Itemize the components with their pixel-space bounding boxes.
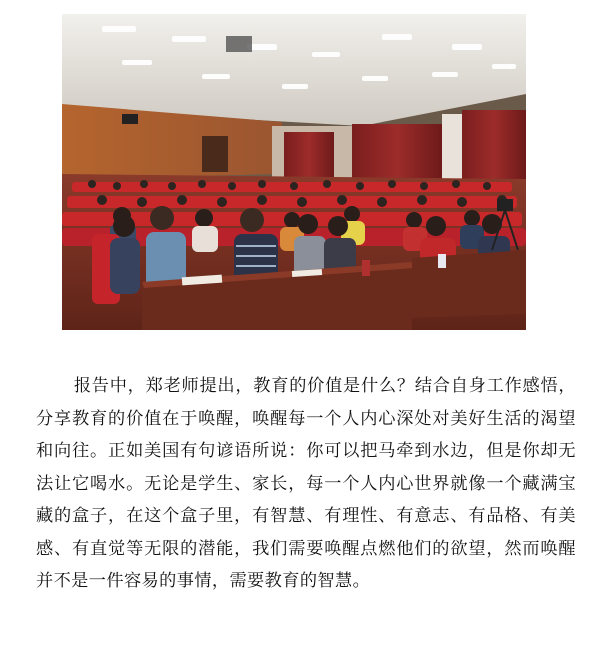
article-paragraph: 报告中，郑老师提出，教育的价值是什么？结合自身工作感悟，分享教育的价值在于唤醒，唤醒每一个人内心深处对美好生活的渴望和向往。正如美国有句谚语所说：你可以把马牵到水边，但是你却无法让它喝水。无论是学生、家长，每一个人内心世界就像一个藏满宝藏的盒子，在这个盒子里，有智慧、有理性、有意志、有品格、有美感、有直觉等无限的潜能，我们需要唤醒点燃他们的欲望，然而唤醒并不是一件容易的事情，需要教育的智慧。 [36, 376, 576, 591]
lecture-hall-photo [62, 14, 526, 330]
article-body [36, 370, 576, 598]
lecture-hall-scene [62, 14, 526, 330]
